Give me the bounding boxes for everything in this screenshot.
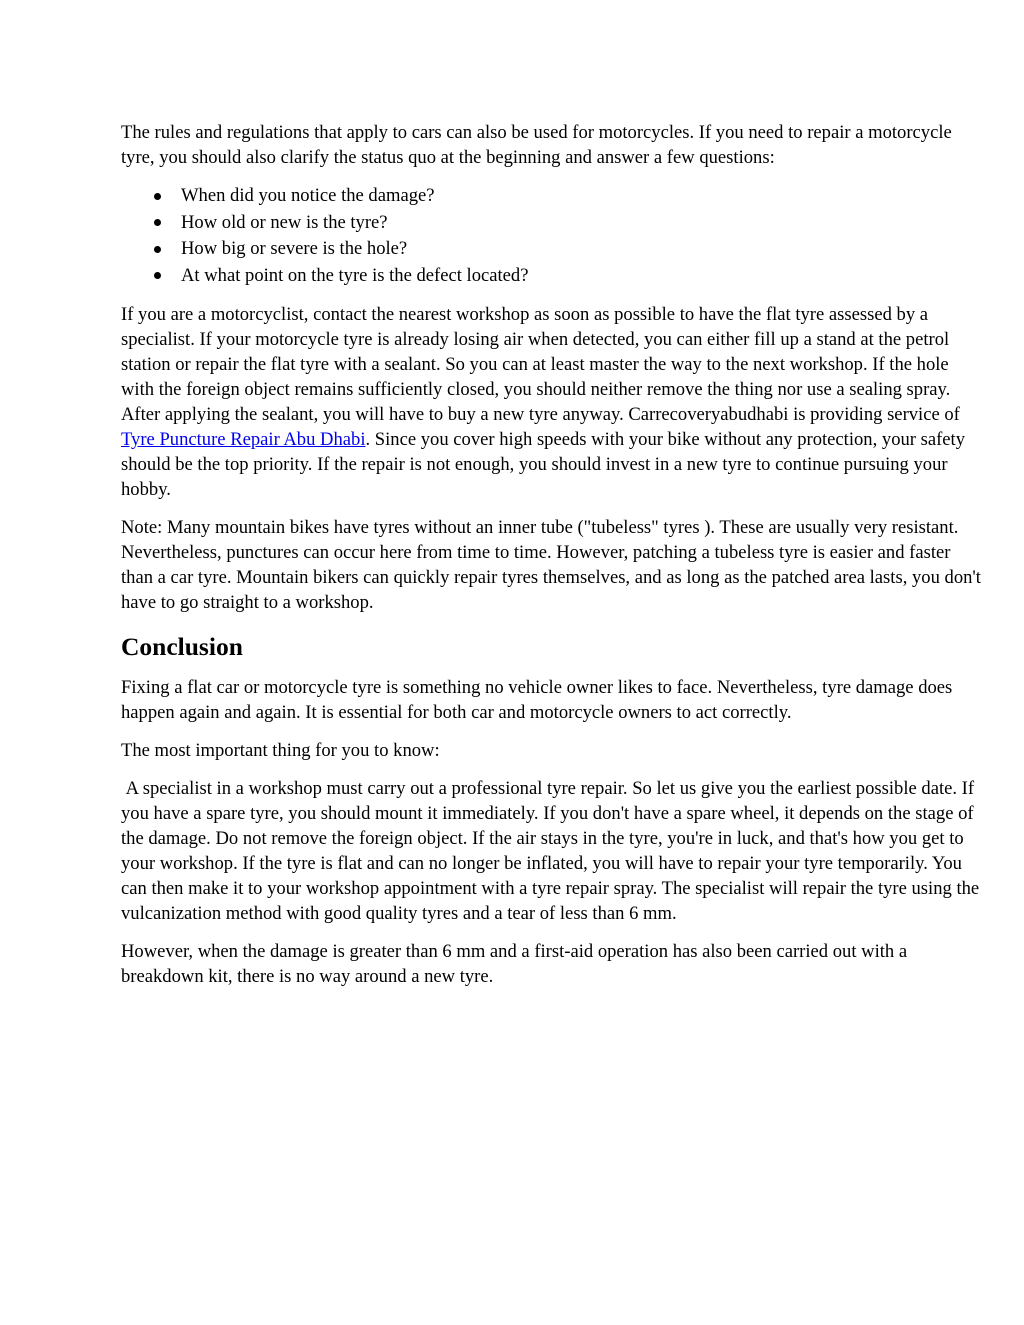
conclusion-heading: Conclusion (121, 632, 243, 661)
intro-paragraph: The rules and regulations that apply to cars can also be used for motorcycles. If you need to repair a motorcycle tyre, you should also clarify the status quo at the beginning and answer a few questions: (121, 122, 952, 168)
motorcyclist-paragraph (121, 302, 981, 502)
list-item-text: At what point on the tyre is the defect located? (181, 264, 529, 286)
tyre-puncture-repair-link[interactable]: Tyre Puncture Repair Abu Dhabi (121, 429, 366, 450)
list-item (121, 263, 981, 290)
bullet-icon (154, 193, 161, 200)
motorcyclist-text-after-link: . Since you cover high speeds with your bike without any protection, your safety should be the top priority. If the repair is not enough, you should invest in a new tyre to continue pursuing your hobby. (121, 429, 966, 500)
bullet-icon (154, 219, 161, 226)
bullet-icon (154, 246, 161, 253)
questions-list (121, 183, 981, 289)
conclusion-paragraph: The most important thing for you to know: (121, 740, 440, 761)
list-item (121, 210, 981, 237)
list-item-text: When did you notice the damage? (181, 185, 435, 206)
list-item-text: How big or severe is the hole? (181, 238, 408, 259)
list-item (121, 183, 981, 210)
conclusion-paragraph: Fixing a flat car or motorcycle tyre is something no vehicle owner likes to face. Nevertheless, tyre damage does happen again and again. It is essential for both car and motorcycle owners to act correctly. (121, 677, 953, 723)
list-item (121, 236, 981, 263)
conclusion-paragraph: A specialist in a workshop must carry out a professional tyre repair. So let us give you the earliest possible date. If you have a spare tyre, you should mount it immediately. If you don't have a spare wheel, it depends on the stage of the damage. Do not remove the foreign object. If the air stays in the tyre, you're in luck, and that's how you get to your workshop. If the tyre is flat and can no longer be inflated, you will have to repair your tyre temporarily. You can then make it to your workshop appointment with a tyre repair spray. The specialist will repair the tyre using the vulcanization method with good quality tyres and a tear of less than 6 mm. (121, 778, 984, 924)
motorcyclist-text-before-link: If you are a motorcyclist, contact the nearest workshop as soon as possible to have the flat tyre assessed by a specialist. If your motorcycle tyre is already losing air when detected, you can either fill up a stand at the petrol station or repair the flat tyre with a sealant. So you can at least master the way to the next workshop. If the hole with the foreign object remains sufficiently closed, you should neither remove the thing nor use a sealing spray. After applying the sealant, you will have to buy a new tyre anyway. Carrecoveryabudhabi is providing service of (121, 304, 960, 425)
list-item-text: How old or new is the tyre? (181, 211, 388, 233)
document-page (121, 120, 984, 1002)
bullet-icon (154, 272, 161, 279)
conclusion-paragraph: However, when the damage is greater than 6 mm and a first-aid operation has also been carried out with a breakdown kit, there is no way around a new tyre. (121, 941, 908, 987)
note-paragraph: Note: Many mountain bikes have tyres without an inner tube ("tubeless" tyres ). These are usually very resistant. Nevertheless, punctures can occur here from time to time. However, patching a tubeless tyre is easier and faster than a car tyre. Mountain bikers can quickly repair tyres themselves, and as long as the patched area lasts, you don't have to go straight to a workshop. (121, 517, 981, 613)
